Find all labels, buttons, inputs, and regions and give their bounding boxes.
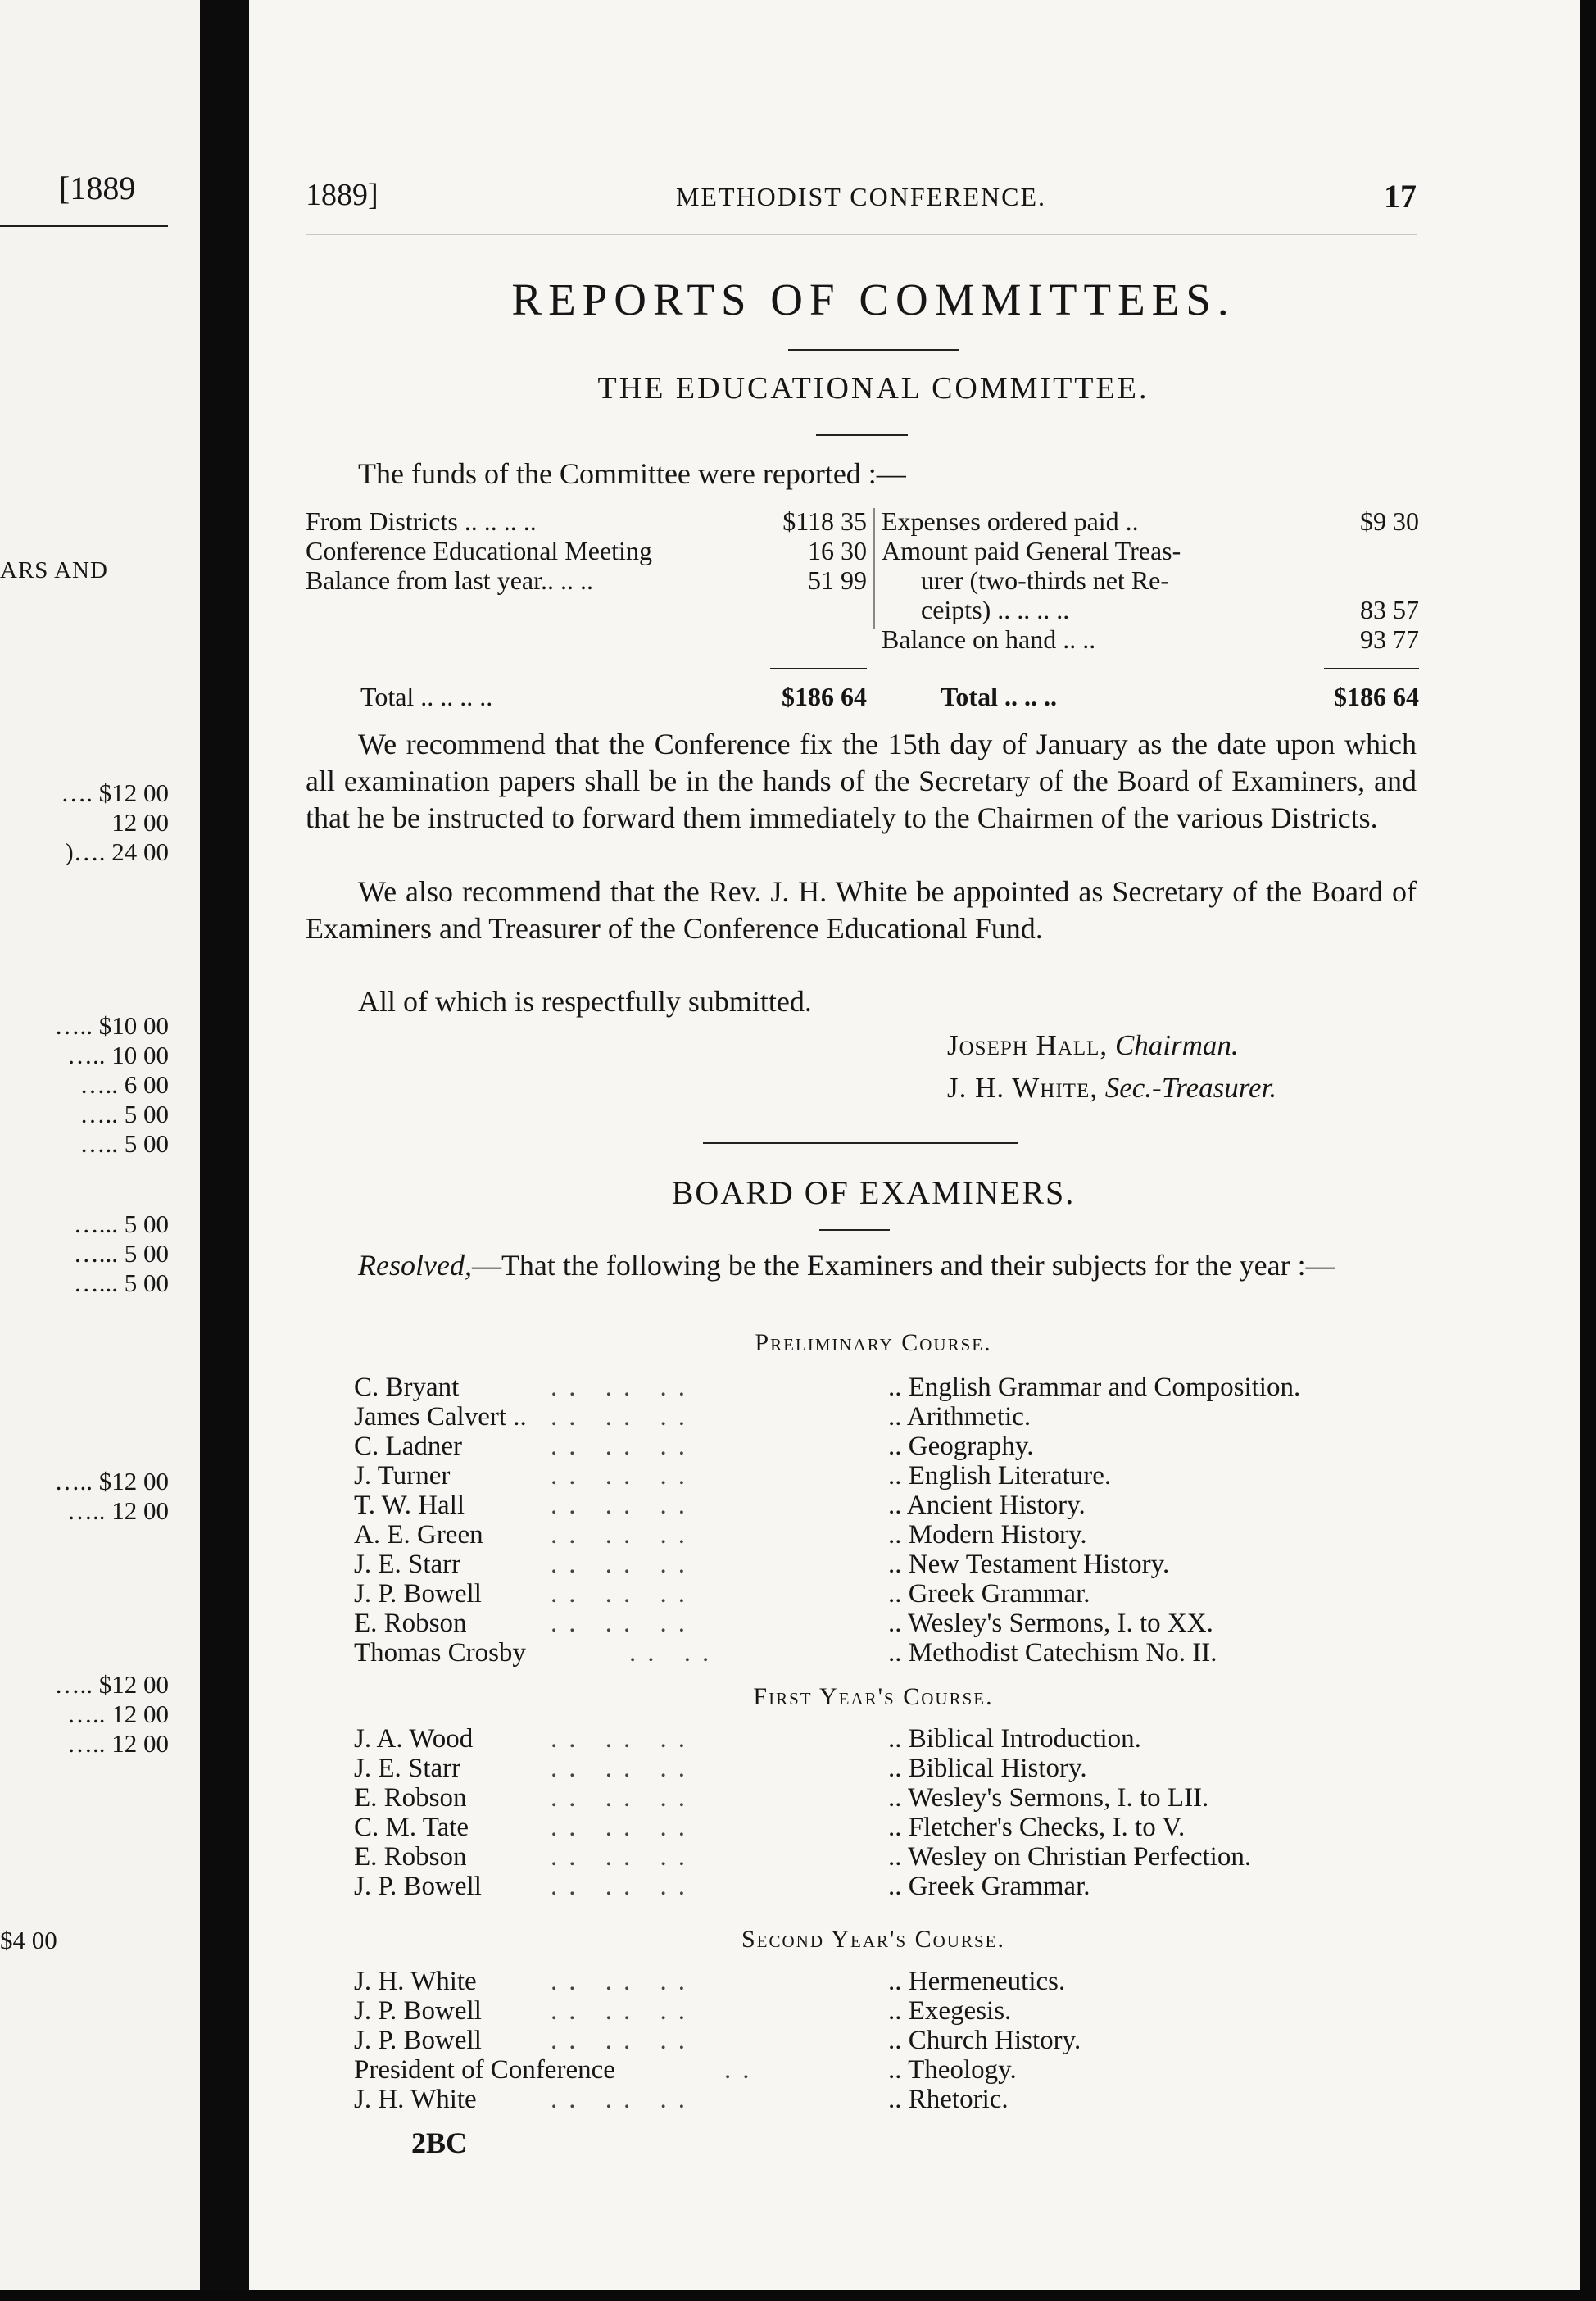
signature-mark: 2BC: [411, 2126, 468, 2159]
examiner-row: [354, 1783, 1460, 1813]
leader-dots: .. .. ..: [551, 1491, 696, 1520]
signatory-role: Chairman.: [1114, 1029, 1239, 1061]
left-fragment: …... 5 00: [73, 1210, 169, 1238]
examiner-row: [354, 1579, 1460, 1609]
examiner-name: C. Ladner: [354, 1432, 462, 1461]
leader-dots: .. .. ..: [551, 1967, 696, 1996]
examiner-row: [354, 1402, 1460, 1432]
left-fragment: ….. 6 00: [79, 1070, 169, 1099]
leader-dots: .. .. ..: [551, 2026, 696, 2055]
leader-dots: .. .. ..: [551, 1550, 696, 1579]
expense-label: ceipts) .. .. .. ..: [921, 595, 1070, 624]
signatory-name: Joseph Hall,: [947, 1029, 1109, 1061]
examiner-name: T. W. Hall: [354, 1491, 465, 1520]
examiner-subject: .. Rhetoric.: [888, 2085, 1009, 2114]
examiner-subject: .. Church History.: [888, 2026, 1081, 2055]
left-page: [0, 0, 200, 2301]
examiner-name: E. Robson: [354, 1842, 467, 1872]
total-rule: [770, 668, 867, 669]
left-fragment: ….. $10 00: [54, 1011, 169, 1040]
examiner-row: [354, 1520, 1460, 1550]
total-left-label: Total .. .. .. ..: [360, 682, 493, 711]
left-fragment: …... 5 00: [73, 1268, 169, 1297]
left-page-header: [1889: [59, 170, 136, 206]
examiner-row: [354, 1842, 1460, 1872]
receipt-amount: 16 30: [808, 536, 867, 565]
examiner-name: E. Robson: [354, 1783, 467, 1813]
examiner-name: Thomas Crosby: [354, 1638, 526, 1668]
total-left-amount: $186 64: [782, 682, 867, 711]
signatory-role: Sec.-Treasurer.: [1104, 1072, 1277, 1104]
left-fragment: ….. 10 00: [67, 1041, 169, 1069]
submitted-paragraph: All of which is respectfully submitted.: [358, 985, 812, 1018]
section-divider: [703, 1142, 1018, 1144]
examiner-subject: .. English Grammar and Composition.: [888, 1373, 1301, 1402]
leader-dots: .. .. ..: [551, 1872, 696, 1901]
examiner-name: J. H. White: [354, 1967, 477, 1996]
right-edge-shadow: [1580, 0, 1596, 2301]
column-divider: [873, 508, 875, 629]
left-fragment: ….. $12 00: [54, 1467, 169, 1495]
examiner-row: [354, 1638, 1460, 1668]
section-rule: [819, 1229, 890, 1231]
main-title: REPORTS OF COMMITTEES.: [511, 275, 1236, 324]
left-fragment: )…. 24 00: [65, 837, 169, 866]
educational-committee-title: THE EDUCATIONAL COMMITTEE.: [597, 371, 1149, 406]
board-of-examiners-title: BOARD OF EXAMINERS.: [671, 1174, 1076, 1211]
title-rule: [788, 349, 959, 351]
funds-intro: The funds of the Committee were reported :—: [358, 457, 906, 490]
running-head-rule: [306, 234, 1417, 235]
receipt-label: Balance from last year.. .. ..: [306, 565, 593, 595]
examiner-row: [354, 1996, 1460, 2026]
leader-dots: .. .. ..: [551, 1813, 696, 1842]
examiner-name: J. E. Starr: [354, 1550, 461, 1579]
examiner-name: J. P. Bowell: [354, 1579, 482, 1609]
signature-chairman: [947, 1029, 1239, 1062]
left-fragment: ….. 12 00: [67, 1496, 169, 1525]
resolved-word: Resolved,: [358, 1249, 472, 1282]
leader-dots: .. .. ..: [551, 1996, 696, 2026]
examiner-row: [354, 2055, 1460, 2085]
examiner-subject: .. Arithmetic.: [888, 1402, 1032, 1432]
examiner-subject: .. Wesley's Sermons, I. to XX.: [888, 1609, 1213, 1638]
signatory-name: J. H. White,: [947, 1072, 1098, 1104]
examiner-subject: .. Modern History.: [888, 1520, 1087, 1550]
resolved-text: —That the following be the Examiners and their subjects for the year :—: [471, 1249, 1335, 1282]
examiner-name: J. P. Bowell: [354, 1996, 482, 2026]
recommendation-paragraph-2: We also recommend that the Rev. J. H. White be appointed as Secretary of the Board of Examiners and Treasurer of the Conference Educational Fund.: [306, 875, 1417, 945]
leader-dots: .. .. ..: [551, 1783, 696, 1813]
leader-dots: .. .. ..: [551, 1461, 696, 1491]
leader-dots: ..: [724, 2055, 761, 2085]
leader-dots: .. .. ..: [551, 1579, 696, 1609]
section-rule: [816, 434, 908, 436]
leader-dots: .. .. ..: [551, 1432, 696, 1461]
leader-dots: .. .. ..: [551, 1373, 696, 1402]
examiner-subject: .. Wesley on Christian Perfection.: [888, 1842, 1252, 1872]
expense-label: urer (two-thirds net Re-: [921, 565, 1170, 595]
signature-secretary: [947, 1072, 1276, 1105]
total-right-amount: $186 64: [1334, 682, 1419, 711]
examiner-subject: .. Biblical Introduction.: [888, 1724, 1141, 1754]
leader-dots: .. .. ..: [551, 1754, 696, 1783]
examiner-name: J. E. Starr: [354, 1754, 461, 1783]
left-fragment: ….. $12 00: [54, 1670, 169, 1699]
examiner-row: [354, 2026, 1460, 2055]
examiner-subject: .. English Literature.: [888, 1461, 1112, 1491]
examiner-row: [354, 1813, 1460, 1842]
left-page-fragment-heading: ARS AND: [0, 557, 108, 583]
examiner-subject: .. Methodist Catechism No. II.: [888, 1638, 1217, 1668]
examiner-row: [354, 1724, 1460, 1754]
right-page: [249, 0, 1580, 2290]
running-head-title: METHODIST CONFERENCE.: [675, 182, 1047, 211]
examiner-name: C. Bryant: [354, 1373, 460, 1402]
leader-dots: .. .. ..: [551, 1520, 696, 1550]
examiner-row: [354, 1754, 1460, 1783]
examiner-name: President of Conference: [354, 2055, 615, 2085]
examiner-name: J. P. Bowell: [354, 2026, 482, 2055]
total-rule: [1324, 668, 1419, 669]
expense-label: Amount paid General Treas-: [882, 536, 1181, 565]
left-fragment: ….. 12 00: [67, 1700, 169, 1728]
examiner-subject: .. Greek Grammar.: [888, 1579, 1090, 1609]
left-fragment: ….. 12 00: [67, 1729, 169, 1758]
resolved-paragraph: [306, 1247, 1417, 1284]
examiner-name: C. M. Tate: [354, 1813, 469, 1842]
examiner-name: James Calvert ..: [354, 1402, 527, 1432]
bottom-edge-shadow: [0, 2290, 1596, 2301]
examiner-subject: .. Theology.: [888, 2055, 1017, 2085]
expense-amount: 83 57: [1360, 595, 1419, 624]
book-spine-gutter: [200, 0, 249, 2301]
examiner-subject: .. Biblical History.: [888, 1754, 1087, 1783]
examiner-name: A. E. Green: [354, 1520, 483, 1550]
expense-amount: 93 77: [1360, 624, 1419, 654]
left-page-header-rule: [0, 225, 168, 227]
page-number: 17: [1384, 178, 1417, 215]
left-fragment: …... 5 00: [73, 1239, 169, 1268]
left-fragment: 12 00: [111, 808, 169, 837]
examiner-subject: .. Greek Grammar.: [888, 1872, 1090, 1901]
examiner-row: [354, 1491, 1460, 1520]
receipt-label: Conference Educational Meeting: [306, 536, 652, 565]
expense-label: Balance on hand .. ..: [882, 624, 1096, 654]
examiner-subject: .. Hermeneutics.: [888, 1967, 1066, 1996]
examiner-name: J. A. Wood: [354, 1724, 474, 1754]
expense-amount: $9 30: [1360, 506, 1419, 536]
total-right-label: Total .. .. ..: [941, 682, 1057, 711]
examiner-subject: .. Fletcher's Checks, I. to V.: [888, 1813, 1186, 1842]
left-fragment: ….. 5 00: [79, 1129, 169, 1158]
examiner-row: [354, 1550, 1460, 1579]
examiner-row: [354, 1609, 1460, 1638]
running-head: [306, 177, 1417, 218]
leader-dots: .. .. ..: [551, 1402, 696, 1432]
expense-label: Expenses ordered paid ..: [882, 506, 1139, 536]
examiner-row: [354, 1432, 1460, 1461]
running-head-year: 1889]: [306, 178, 379, 212]
examiner-subject: .. New Testament History.: [888, 1550, 1170, 1579]
course-heading: Preliminary Course.: [755, 1329, 992, 1356]
course-heading: First Year's Course.: [753, 1683, 994, 1710]
examiner-name: E. Robson: [354, 1609, 467, 1638]
left-fragment: …. $12 00: [61, 778, 169, 807]
examiner-row: [354, 2085, 1460, 2114]
leader-dots: .. ..: [629, 1638, 721, 1668]
receipt-label: From Districts .. .. .. ..: [306, 506, 537, 536]
leader-dots: .. .. ..: [551, 1842, 696, 1872]
receipt-amount: $118 35: [782, 506, 867, 536]
left-fragment: $4 00: [0, 1926, 57, 1954]
examiner-name: J. H. White: [354, 2085, 477, 2114]
left-fragment: ….. 5 00: [79, 1100, 169, 1128]
examiner-row: [354, 1967, 1460, 1996]
recommendation-paragraph-1: We recommend that the Conference fix the 15th day of January as the date upon which all examination papers shall be in the hands of the Secretary of the Board of Examiners, and that he be instructed to forward them immediately to the Chairmen of the various Districts.: [306, 728, 1417, 834]
examiner-name: J. Turner: [354, 1461, 451, 1491]
leader-dots: .. .. ..: [551, 1724, 696, 1754]
examiner-name: J. P. Bowell: [354, 1872, 482, 1901]
examiner-row: [354, 1373, 1460, 1402]
course-heading: Second Year's Course.: [741, 1926, 1005, 1953]
examiner-subject: .. Geography.: [888, 1432, 1034, 1461]
examiner-row: [354, 1461, 1460, 1491]
examiner-row: [354, 1872, 1460, 1901]
examiner-subject: .. Wesley's Sermons, I. to LII.: [888, 1783, 1209, 1813]
receipt-amount: 51 99: [808, 565, 867, 595]
examiner-subject: .. Ancient History.: [888, 1491, 1086, 1520]
leader-dots: .. .. ..: [551, 1609, 696, 1638]
examiner-subject: .. Exegesis.: [888, 1996, 1012, 2026]
leader-dots: .. .. ..: [551, 2085, 696, 2114]
